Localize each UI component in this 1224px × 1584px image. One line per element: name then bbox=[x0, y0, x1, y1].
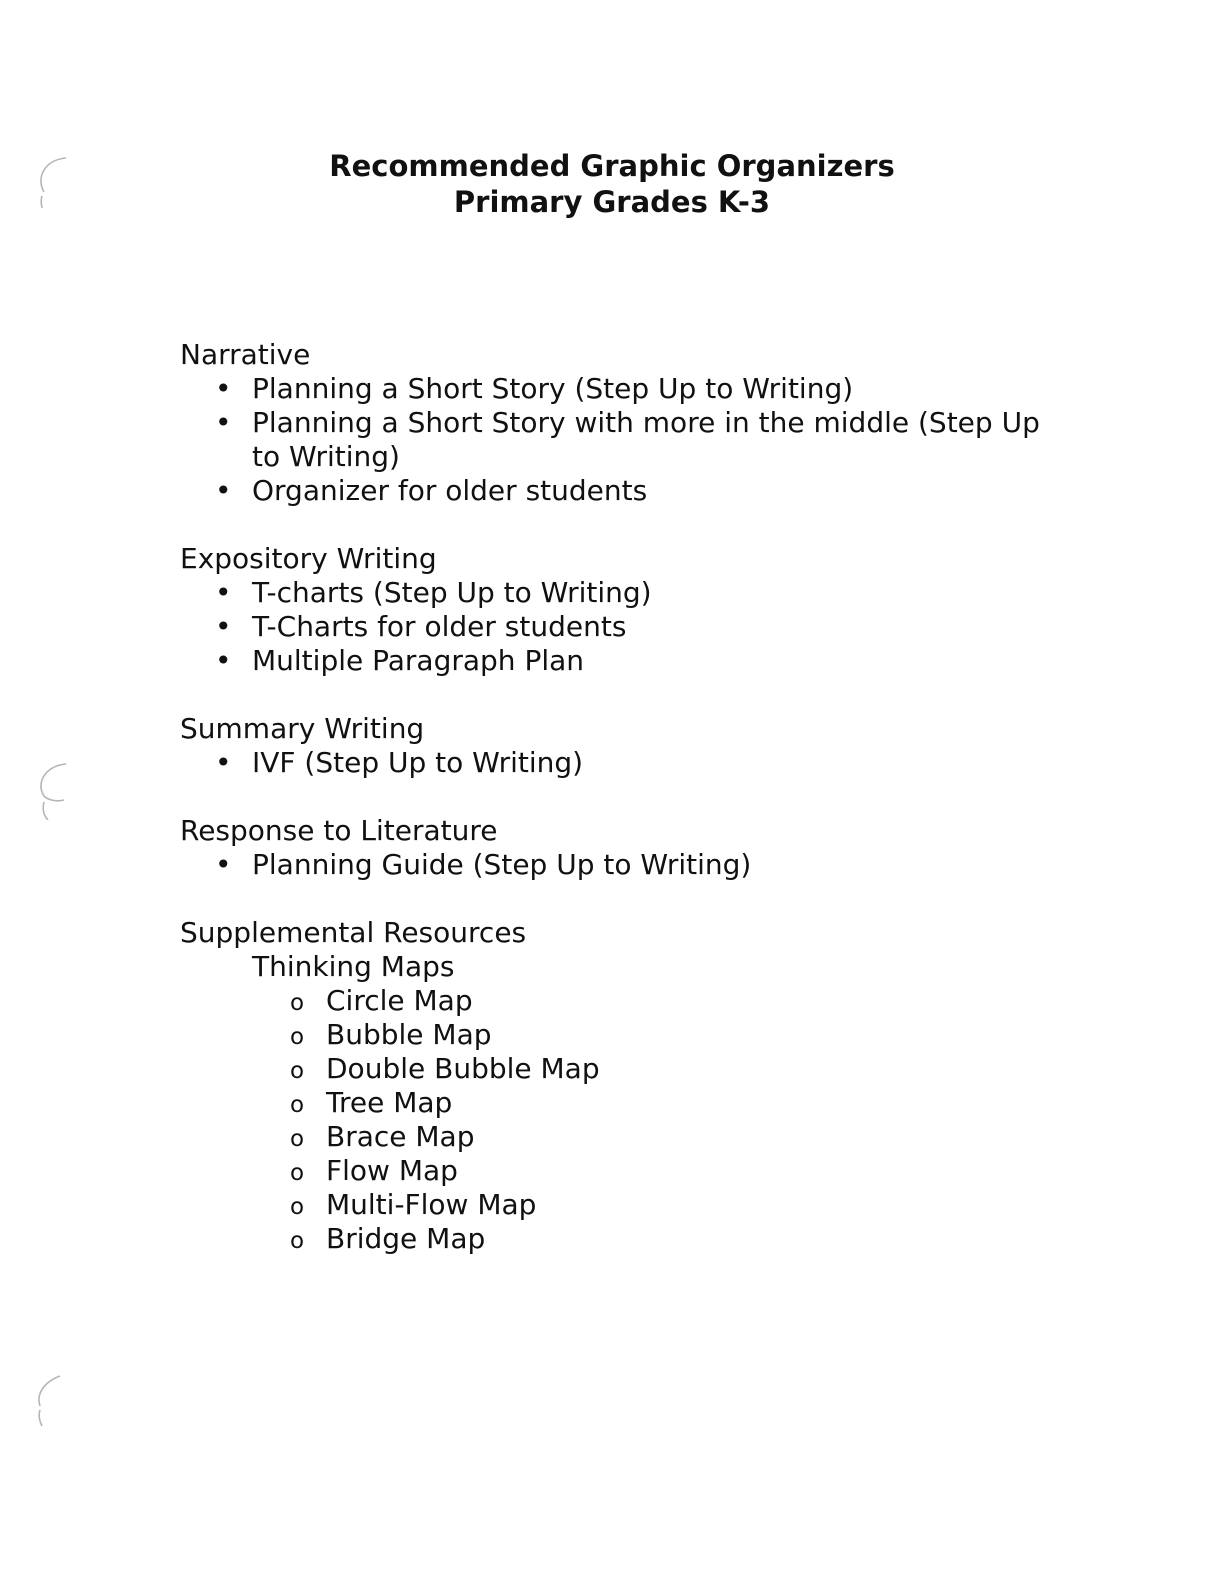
title-line-1: Recommended Graphic Organizers bbox=[329, 149, 895, 183]
sub-heading-thinking-maps: Thinking Maps bbox=[252, 950, 455, 983]
section-supplemental-resources bbox=[180, 916, 1060, 1256]
section-summary-writing bbox=[180, 712, 1060, 780]
bullet-list bbox=[180, 372, 1060, 508]
section-heading: Expository Writing bbox=[180, 542, 437, 575]
bullet-list bbox=[180, 848, 1060, 882]
list-item: o Bridge Map bbox=[326, 1222, 1060, 1256]
list-item: o Bubble Map bbox=[326, 1018, 1060, 1052]
section-heading: Summary Writing bbox=[180, 712, 425, 745]
punch-hole-mark bbox=[30, 1372, 70, 1432]
title-line-2: Primary Grades K-3 bbox=[453, 185, 771, 219]
list-item: • T-charts (Step Up to Writing) bbox=[252, 576, 1060, 610]
list-item: • Organizer for older students bbox=[252, 474, 1060, 508]
section-narrative bbox=[180, 338, 1060, 508]
section-heading: Narrative bbox=[180, 338, 311, 371]
list-item: • Planning a Short Story with more in the middle (Step Up to Writing) bbox=[252, 406, 1060, 474]
section-response-to-literature bbox=[180, 814, 1060, 882]
punch-hole-mark bbox=[30, 760, 70, 820]
section-expository-writing bbox=[180, 542, 1060, 678]
list-item: • IVF (Step Up to Writing) bbox=[252, 746, 1060, 780]
list-item: • T-Charts for older students bbox=[252, 610, 1060, 644]
list-item: o Circle Map bbox=[326, 984, 1060, 1018]
section-heading: Response to Literature bbox=[180, 814, 498, 847]
bullet-list bbox=[180, 746, 1060, 780]
list-item: • Multiple Paragraph Plan bbox=[252, 644, 1060, 678]
list-item: o Double Bubble Map bbox=[326, 1052, 1060, 1086]
list-item: o Tree Map bbox=[326, 1086, 1060, 1120]
circle-bullet-list bbox=[180, 984, 1060, 1256]
bullet-list bbox=[180, 576, 1060, 678]
list-item: • Planning Guide (Step Up to Writing) bbox=[252, 848, 1060, 882]
document-title bbox=[0, 148, 1224, 220]
list-item: o Multi-Flow Map bbox=[326, 1188, 1060, 1222]
section-heading: Supplemental Resources bbox=[180, 916, 527, 949]
list-item: • Planning a Short Story (Step Up to Writing) bbox=[252, 372, 1060, 406]
list-item: o Brace Map bbox=[326, 1120, 1060, 1154]
list-item: o Flow Map bbox=[326, 1154, 1060, 1188]
document-body bbox=[180, 338, 1060, 1290]
